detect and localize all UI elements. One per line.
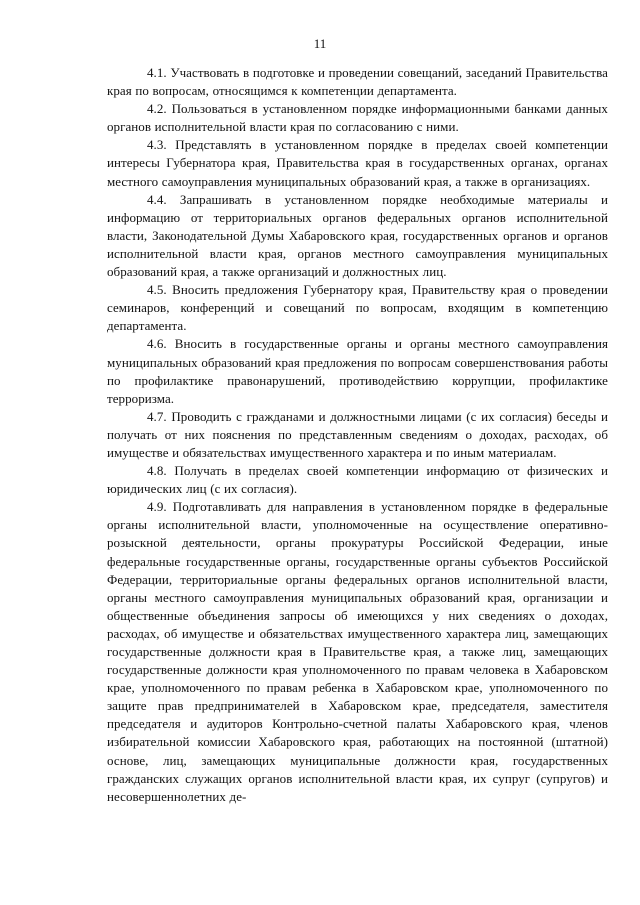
paragraph-4-9: 4.9. Подготавливать для направления в установленном порядке в федеральные органы исполнительной власти, уполномоченные на осуществление оперативно-розыскной деятельности, органы прокуратуры Российской Федерации, иные федеральные государственные органы, государственные органы субъектов Российской Федерации, территориальные органы федеральных органов исполнительной власти, органы местного самоуправления муниципальных образований края, организации и общественные объединения запросы об имеющихся у них сведениях о доходах, расходах, об имуществе и обязательствах имущественного характера лиц, замещающих государственные должности края в Правительстве края, а также лиц, замещающих государственные должности края уполномоченного по правам человека в Хабаровском крае, уполномоченного по правам ребенка в Хабаровском крае, уполномоченного по защите прав предпринимателей в Хабаровском крае, председателя, заместителя председателя и аудиторов Контрольно-счетной палаты Хабаровского края, членов избирательной комиссии Хабаровского края, работающих на постоянной (штатной) основе, лиц, замещающих муниципальные должности края, государственных гражданских служащих органов исполнительной власти края, их супруг (супругов) и несовершеннолетних де- <box>107 499 608 804</box>
paragraph-4-2: 4.2. Пользоваться в установленном порядке информационными банками данных органов исполнительной власти края по согласованию с ними. <box>107 101 608 135</box>
paragraph-4-5: 4.5. Вносить предложения Губернатору края, Правительству края о проведении семинаров, конференций и совещаний по вопросам, входящим в компетенцию департамента. <box>107 282 608 334</box>
paragraph-4-1: 4.1. Участвовать в подготовке и проведении совещаний, заседаний Правительства края по вопросам, относящимся к компетенции департамента. <box>107 65 608 99</box>
paragraph-4-8: 4.8. Получать в пределах своей компетенции информацию от физических и юридических лиц (с их согласия). <box>107 463 608 497</box>
page-number: 11 <box>313 36 327 51</box>
paragraph-4-4: 4.4. Запрашивать в установленном порядке необходимые материалы и информацию от территориальных органов федеральных органов исполнительной власти, Законодательной Думы Хабаровского края, государственных органов и органов исполнительной власти края, органов местного самоуправления муниципальных образований края, а также организаций и должностных лиц. <box>107 191 608 280</box>
paragraph-4-6: 4.6. Вносить в государственные органы и органы местного самоуправления муниципальных образований края предложения по вопросам совершенствования работы по профилактике правонарушений, противодействию коррупции, профилактике терроризма. <box>107 336 608 406</box>
document-body <box>107 64 608 806</box>
paragraph-4-7: 4.7. Проводить с гражданами и должностными лицами (с их согласия) беседы и получать от них пояснения по представленным сведениям о доходах, расходах, об имуществе и обязательствах имущественного характера и по иным материалам. <box>107 408 608 460</box>
paragraph-4-3: 4.3. Представлять в установленном порядке в пределах своей компетенции интересы Губернатора края, Правительства края в государственных органах, органах местного самоуправления муниципальных образований края, а также в организациях. <box>107 137 608 189</box>
